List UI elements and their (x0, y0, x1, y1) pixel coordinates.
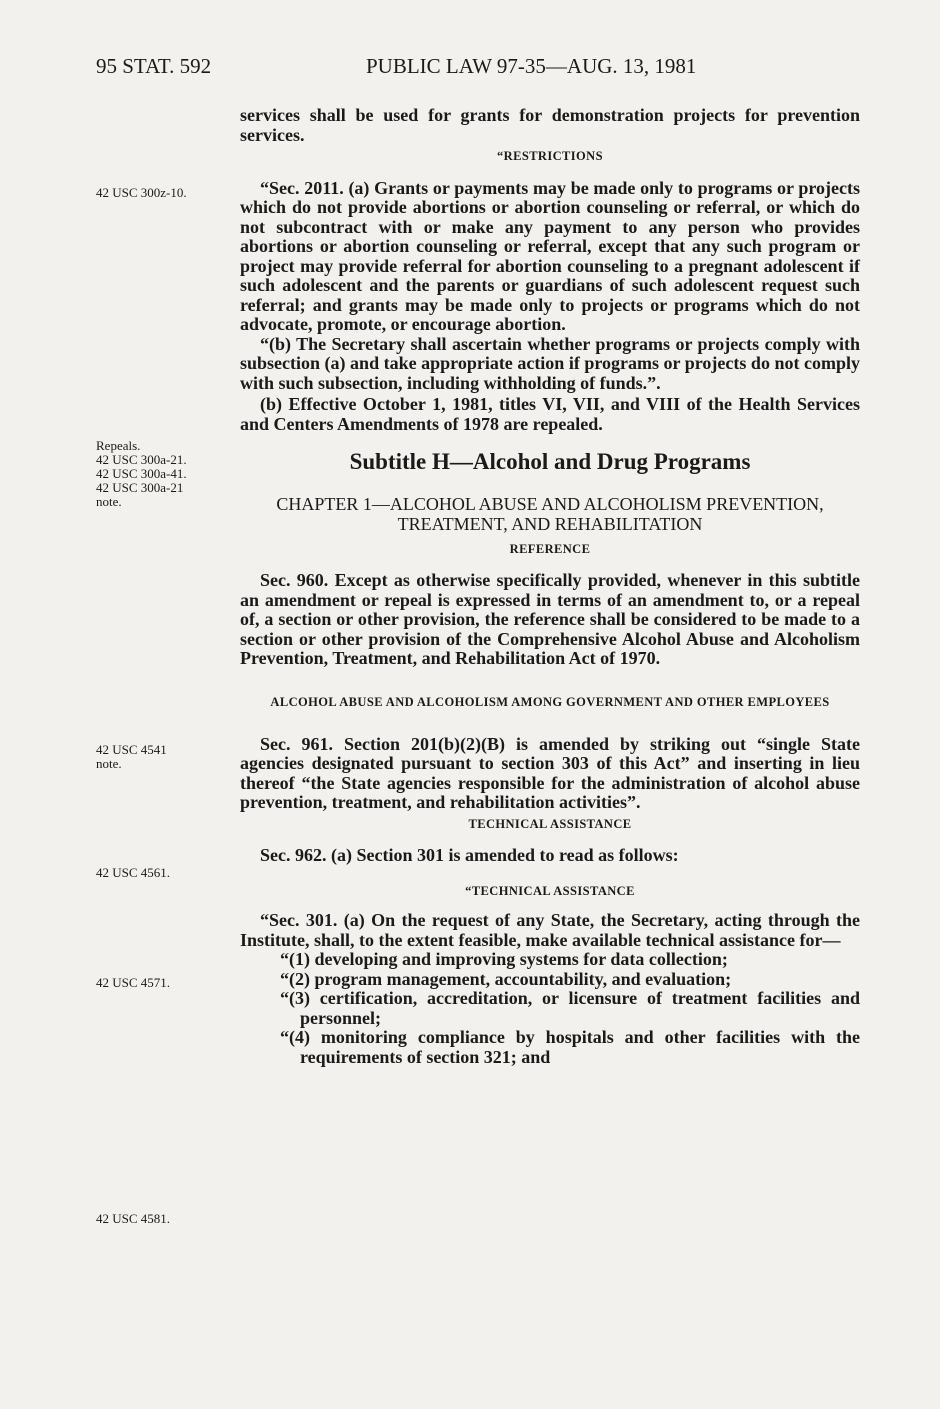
stat-page-number: 95 STAT. 592 (96, 54, 212, 78)
running-head: PUBLIC LAW 97-35—AUG. 13, 1981 (366, 54, 697, 78)
page-header (96, 54, 876, 94)
list-item: “(3) certification, accreditation, or licensure of treatment facilities and personnel; (280, 988, 860, 1028)
margin-note-4541 (96, 743, 236, 771)
paragraph-effective-repeal: (b) Effective October 1, 1981, titles VI, VII, and VIII of the Health Services and Centers Amendments of 1978 are repealed. (240, 394, 860, 434)
margin-note-line: Repeals. (96, 438, 141, 453)
list-item: “(4) monitoring compliance by hospitals and other facilities with the requirements of section 321; and (280, 1027, 860, 1067)
heading-reference: REFERENCE (509, 541, 591, 556)
heading-technical-assistance-quoted: “TECHNICAL ASSISTANCE (465, 883, 635, 898)
margin-note-300z10: 42 USC 300z-10. (96, 185, 187, 200)
paragraph-sec-961: Sec. 961. Section 201(b)(2)(B) is amended by striking out “single State agencies designated pursuant to section 303 of this Act” and inserting in lieu thereof “the State agencies responsible for the administration of alcohol abuse prevention, treatment, and rehabilitation activities”. (240, 733, 860, 812)
margin-note-4581: 42 USC 4581. (96, 1211, 171, 1226)
paragraph-sec-962: Sec. 962. (a) Section 301 is amended to read as follows: (260, 845, 679, 865)
paragraph-services: services shall be used for grants for demonstration projects for prevention services. (240, 105, 860, 145)
body-text (240, 106, 860, 1067)
margin-note-repeals (96, 439, 236, 509)
paragraph-sec-2011b: “(b) The Secretary shall ascertain whether programs or projects comply with subsection (a) and take appropriate action if programs or projects do not comply with such subsection, including withholding of funds.”. (240, 333, 860, 393)
heading-alcohol-abuse-employees: ALCOHOL ABUSE AND ALCOHOLISM AMONG GOVERNMENT AND OTHER EMPLOYEES (270, 694, 830, 709)
heading-technical-assistance: TECHNICAL ASSISTANCE (468, 816, 632, 831)
margin-note-line: 42 USC 300a-41. (96, 466, 187, 481)
paragraph-sec-301a: “Sec. 301. (a) On the request of any State, the Secretary, acting through the Institute, shall, to the extent feasible, make available technical assistance for— (240, 910, 860, 950)
paragraph-sec-960: Sec. 960. Except as otherwise specifically provided, whenever in this subtitle an amendment or repeal is expressed in terms of an amendment to, or a repeal of, a section or other provision, the reference shall be considered to be made to a section or other provision of the Comprehensive Alcohol Abuse and Alcoholism Prevention, Treatment, and Rehabilitation Act of 1970. (240, 570, 860, 668)
margin-note-line: 42 USC 4541 (96, 742, 167, 757)
margin-note-4571: 42 USC 4571. (96, 975, 171, 990)
subtitle-heading: Subtitle H—Alcohol and Drug Programs (349, 449, 751, 474)
list-item: “(1) developing and improving systems for data collection; (280, 949, 728, 969)
margin-note-4561: 42 USC 4561. (96, 865, 171, 880)
heading-restrictions: “RESTRICTIONS (497, 149, 603, 163)
list-item: “(2) program management, accountability, and evaluation; (280, 968, 732, 989)
paragraph-sec-2011a: “Sec. 2011. (a) Grants or payments may be made only to programs or projects which do not provide abortions or abortion counseling or referral, or which do not subcontract with or make any payment to any person who provides abortions or abortion counseling or referral, except that any such program or project may provide referral for abortion counseling to a pregnant adolescent if such adolescent and the parents or guardians of such adolescent request such referral; and grants may be made only to projects or programs which do not advocate, promote, or encourage abortion. (240, 177, 860, 334)
margin-note-line: 42 USC 300a-21 (96, 480, 184, 495)
chapter-heading: CHAPTER 1—ALCOHOL ABUSE AND ALCOHOLISM PREVENTION, TREATMENT, AND REHABILITATION (276, 493, 824, 534)
margin-note-line: note. (96, 756, 122, 771)
margin-note-line: note. (96, 494, 122, 509)
margin-note-line: 42 USC 300a-21. (96, 452, 187, 467)
